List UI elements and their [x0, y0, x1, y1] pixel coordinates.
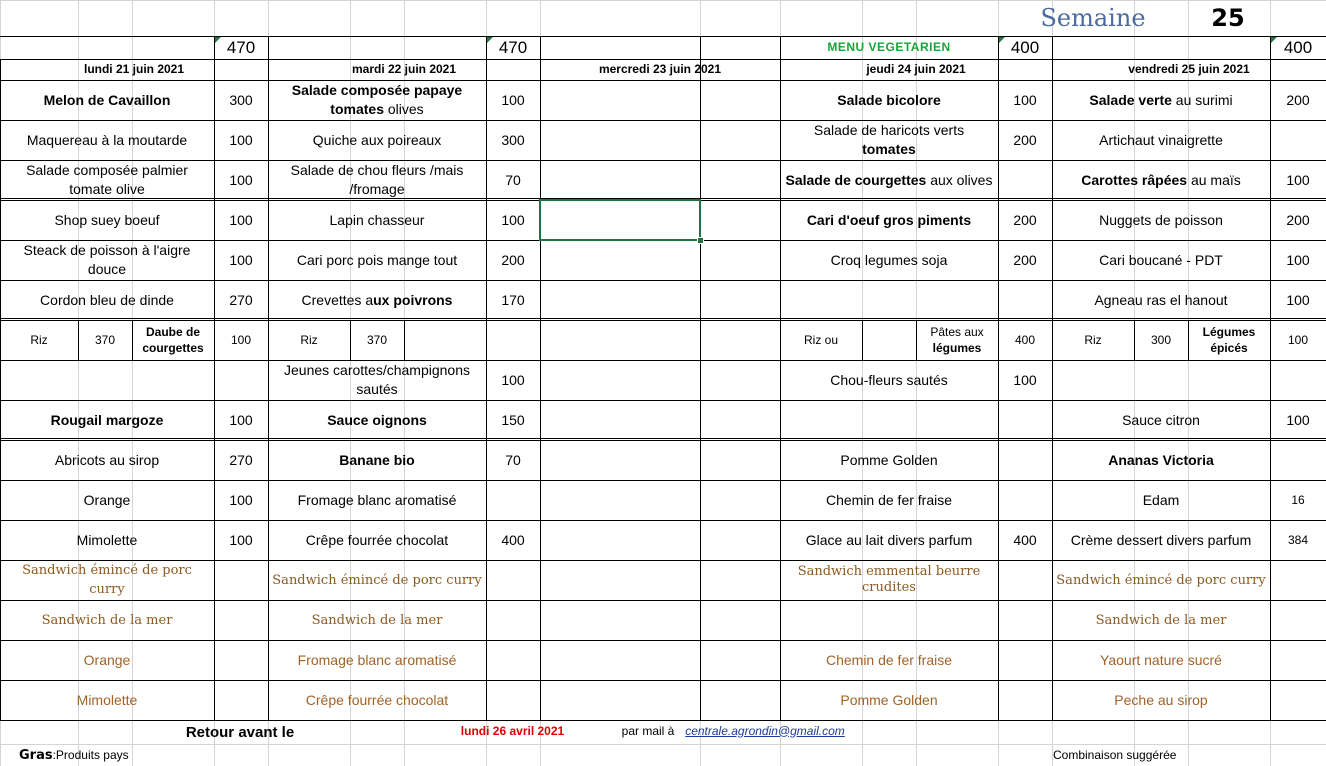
mardi-plat-3-a: Crevettes a — [301, 291, 374, 308]
vendredi-dessert-2-qty[interactable]: 16 — [1291, 492, 1305, 507]
total-vendredi[interactable]: 400 — [1283, 38, 1313, 57]
vendredi-dessert-2[interactable]: Edam — [1142, 491, 1180, 508]
retour-date[interactable]: lundi 26 avril 2021 — [460, 723, 565, 738]
vendredi-dessert-3-qty[interactable]: 384 — [1287, 532, 1309, 547]
lundi-sauce[interactable]: Rougail margoze — [50, 411, 164, 428]
combinaison-label: Combinaison suggérée — [1053, 747, 1177, 762]
mardi-sandwich-2[interactable]: Sandwich de la mer — [311, 612, 443, 628]
comment-marker — [999, 37, 1005, 43]
jeudi-entree-3-bold: Salade de courgettes — [785, 171, 927, 188]
jeudi-legume[interactable]: Chou-fleurs sautés — [830, 371, 948, 388]
lundi-plat-2-qty[interactable]: 100 — [229, 251, 253, 268]
lundi-entree-3[interactable]: Salade composée palmier tomate olive — [26, 162, 188, 197]
lundi-entree-2-qty[interactable]: 100 — [229, 131, 253, 148]
vendredi-dessert-1[interactable]: Ananas Victoria — [1108, 451, 1214, 468]
jeudi-entree-1-qty[interactable]: 100 — [1013, 91, 1037, 108]
fill-handle[interactable] — [697, 237, 704, 244]
jeudi-dessert-1[interactable]: Pomme Golden — [840, 451, 938, 468]
vendredi-accomp-a[interactable]: Riz — [1084, 332, 1102, 347]
mardi-dessert-1-qty[interactable]: 70 — [505, 451, 521, 468]
lundi-entree-1[interactable]: Melon de Cavaillon — [43, 91, 171, 108]
comment-marker — [1271, 37, 1277, 43]
lundi-plat-1-qty[interactable]: 100 — [229, 211, 253, 228]
total-mardi[interactable]: 470 — [498, 38, 528, 57]
jeudi-entree-2-bold: tomates — [862, 141, 916, 157]
comment-marker — [215, 37, 221, 43]
jeudi-plat-1-b: gros piments — [879, 211, 972, 228]
lundi-dessert-2[interactable]: Orange — [83, 491, 131, 508]
mardi-sandwich-1[interactable]: Sandwich émincé de porc curry — [272, 572, 482, 588]
lundi-plat-2[interactable]: Steack de poisson à l'aigre douce — [23, 242, 191, 277]
lundi-dessert-3[interactable]: Mimolette — [76, 531, 138, 548]
legend-gras-bold: Gras — [19, 748, 53, 763]
mardi-entree-1-bold2: tomates — [330, 101, 384, 117]
jeudi-plat-1[interactable] — [780, 200, 998, 240]
lundi-entree-3-qty[interactable]: 100 — [229, 171, 253, 188]
mardi-entree-1-bold: Salade composée papaye — [291, 82, 463, 98]
mardi-entree-1-rest: olives — [383, 101, 424, 117]
vendredi-plat-1[interactable]: Nuggets de poisson — [1099, 211, 1223, 228]
vendredi-plat-2[interactable]: Cari boucané - PDT — [1099, 251, 1223, 268]
vendredi-entree-3-qty[interactable]: 100 — [1286, 171, 1310, 188]
jeudi-accomp-b-bold: légumes — [932, 341, 982, 355]
legend-gras — [16, 744, 176, 766]
jeudi-entree-2-qty[interactable]: 200 — [1013, 131, 1037, 148]
jeudi-accomp-b[interactable] — [916, 320, 998, 360]
retour-label[interactable]: Retour avant le — [185, 723, 295, 741]
lundi-plat-3-qty[interactable]: 270 — [229, 291, 253, 308]
legend-produits-pays: :Produits pays — [52, 748, 129, 762]
mardi-accomp-a[interactable]: Riz — [300, 332, 318, 347]
vendredi-entree-2[interactable]: Artichaut vinaigrette — [1099, 131, 1223, 148]
jeudi-sandwich-3[interactable]: Chemin de fer fraise — [825, 651, 953, 668]
vendredi-entree-1-qty[interactable]: 200 — [1286, 91, 1310, 108]
par-mail-label: par mail à — [621, 723, 675, 738]
selected-cell[interactable] — [539, 199, 701, 241]
mardi-dessert-1[interactable]: Banane bio — [339, 451, 415, 468]
mardi-entree-3-qty[interactable]: 70 — [505, 171, 521, 188]
comment-marker — [487, 37, 493, 43]
vendredi-accomp-a-qty[interactable]: 300 — [1150, 332, 1172, 347]
lundi-sauce-qty[interactable]: 100 — [229, 411, 253, 428]
vendredi-sandwich-2[interactable]: Sandwich de la mer — [1095, 612, 1227, 628]
mardi-legume[interactable]: Jeunes carottes/champignons sautés — [284, 362, 470, 397]
jeudi-accomp-b-qty[interactable]: 400 — [1014, 332, 1036, 347]
jeudi-plat-1-qty[interactable]: 200 — [1013, 211, 1037, 228]
vendredi-sandwich-3[interactable]: Yaourt nature sucré — [1100, 651, 1222, 668]
vendredi-plat-2-qty[interactable]: 100 — [1286, 251, 1310, 268]
mardi-legume-qty[interactable]: 100 — [501, 371, 525, 388]
mardi-sandwich-3[interactable]: Fromage blanc aromatisé — [297, 651, 457, 668]
lundi-dessert-1[interactable]: Abricots au sirop — [54, 451, 160, 468]
jeudi-accomp-b-text: Pâtes aux — [930, 325, 984, 339]
total-jeudi[interactable]: 400 — [1010, 38, 1040, 57]
mardi-dessert-3-qty[interactable]: 400 — [501, 531, 525, 548]
lundi-accomp-a[interactable]: Riz — [30, 332, 48, 347]
mardi-plat-2[interactable]: Cari porc pois mange tout — [296, 251, 458, 268]
menu-vegetarien-label[interactable]: MENU VEGETARIEN — [827, 40, 951, 54]
vendredi-accomp-b[interactable]: Légumes épicés — [1202, 325, 1256, 355]
vendredi-entree-1-bold: Salade verte — [1089, 91, 1172, 108]
vendredi-sandwich-1[interactable]: Sandwich émincé de porc curry — [1056, 572, 1266, 588]
total-lundi[interactable]: 470 — [226, 38, 256, 57]
vendredi-dessert-3[interactable]: Crème dessert divers parfum — [1070, 531, 1252, 548]
lundi-entree-2[interactable]: Maquereau à la moutarde — [26, 131, 188, 148]
mardi-entree-2-qty[interactable]: 300 — [501, 131, 525, 148]
day-header-vendredi[interactable]: vendredi 25 juin 2021 — [1128, 62, 1250, 76]
lundi-sandwich-3[interactable]: Orange — [83, 651, 131, 668]
email-link[interactable]: centrale.agrondin@gmail.com — [685, 723, 845, 738]
jeudi-legume-qty[interactable]: 100 — [1013, 371, 1037, 388]
mardi-dessert-3[interactable]: Crêpe fourrée chocolat — [305, 531, 449, 548]
vendredi-sandwich-4[interactable]: Peche au sirop — [1114, 691, 1208, 708]
jeudi-entree-2[interactable] — [780, 120, 998, 160]
week-number[interactable]: 25 — [1211, 3, 1245, 32]
jeudi-entree-2-text: Salade de haricots verts — [813, 122, 965, 138]
lundi-entree-1-qty[interactable]: 300 — [229, 91, 253, 108]
mardi-sauce[interactable]: Sauce oignons — [327, 411, 427, 428]
vendredi-plat-1-qty[interactable]: 200 — [1286, 211, 1310, 228]
lundi-plat-3[interactable]: Cordon bleu de dinde — [40, 291, 174, 308]
jeudi-dessert-3[interactable]: Glace au lait divers parfum — [805, 531, 973, 548]
vendredi-entree-3-rest: au maïs — [1187, 171, 1241, 188]
mardi-plat-3-b: ux poivrons — [373, 291, 453, 308]
vendredi-accomp-b-qty[interactable]: 100 — [1287, 332, 1309, 347]
jeudi-dessert-3-qty[interactable]: 400 — [1013, 531, 1037, 548]
jeudi-plat-2[interactable]: Croq legumes soja — [830, 251, 948, 268]
jeudi-dessert-2[interactable]: Chemin de fer fraise — [825, 491, 953, 508]
day-header-jeudi[interactable]: jeudi 24 juin 2021 — [866, 62, 966, 76]
lundi-plat-1[interactable]: Shop suey boeuf — [54, 211, 160, 228]
lundi-dessert-2-qty[interactable]: 100 — [229, 491, 253, 508]
mardi-plat-2-qty[interactable]: 200 — [501, 251, 525, 268]
mardi-sauce-qty[interactable]: 150 — [501, 411, 525, 428]
mardi-plat-3[interactable] — [268, 280, 486, 320]
mardi-accomp-a-qty[interactable]: 370 — [366, 332, 388, 347]
lundi-sandwich-4[interactable]: Mimolette — [76, 691, 138, 708]
lundi-sandwich-1[interactable]: Sandwich émincé de porc curry — [22, 563, 192, 597]
vendredi-sauce-qty[interactable]: 100 — [1286, 411, 1310, 428]
lundi-dessert-1-qty[interactable]: 270 — [229, 451, 253, 468]
vendredi-entree-1-rest: au surimi — [1171, 91, 1233, 108]
vendredi-plat-3-qty[interactable]: 100 — [1286, 291, 1310, 308]
lundi-sandwich-2[interactable]: Sandwich de la mer — [41, 612, 173, 628]
mardi-plat-3-qty[interactable]: 170 — [501, 291, 525, 308]
jeudi-accomp-a[interactable]: Riz ou — [803, 332, 838, 347]
vendredi-entree-1[interactable] — [1052, 80, 1270, 120]
jeudi-plat-1-a: Cari d'oeuf — [806, 211, 880, 228]
jeudi-entree-1[interactable]: Salade bicolore — [837, 91, 941, 108]
vendredi-entree-3-bold: Carottes râpées — [1081, 171, 1188, 188]
mardi-dessert-2[interactable]: Fromage blanc aromatisé — [297, 491, 457, 508]
semaine-label: Semaine — [1040, 3, 1146, 32]
day-header-mardi[interactable]: mardi 22 juin 2021 — [351, 62, 457, 76]
mardi-entree-3[interactable]: Salade de chou fleurs /mais /fromage — [290, 162, 464, 197]
jeudi-sandwich-4[interactable]: Pomme Golden — [840, 691, 938, 708]
mardi-entree-1[interactable] — [268, 80, 486, 120]
jeudi-entree-3[interactable] — [780, 160, 998, 200]
jeudi-plat-2-qty[interactable]: 200 — [1013, 251, 1037, 268]
mardi-plat-1[interactable]: Lapin chasseur — [329, 211, 425, 228]
day-header-lundi[interactable]: lundi 21 juin 2021 — [83, 62, 185, 76]
jeudi-sandwich-1[interactable]: Sandwich emmental beurre crudites — [797, 564, 981, 595]
vendredi-sauce[interactable]: Sauce citron — [1122, 411, 1200, 428]
mardi-entree-1-qty[interactable]: 100 — [501, 91, 525, 108]
mardi-entree-2[interactable]: Quiche aux poireaux — [312, 131, 442, 148]
vendredi-entree-3[interactable] — [1052, 160, 1270, 200]
lundi-accomp-b-qty[interactable]: 100 — [230, 332, 252, 347]
vendredi-plat-3[interactable]: Agneau ras el hanout — [1094, 291, 1228, 308]
lundi-accomp-b[interactable]: Daube de courgettes — [142, 325, 204, 355]
lundi-accomp-a-qty[interactable]: 370 — [94, 332, 116, 347]
lundi-dessert-3-qty[interactable]: 100 — [229, 531, 253, 548]
mardi-plat-1-qty[interactable]: 100 — [501, 211, 525, 228]
day-header-mercredi[interactable]: mercredi 23 juin 2021 — [598, 62, 722, 76]
jeudi-entree-3-rest: aux olives — [926, 171, 993, 188]
mardi-sandwich-4[interactable]: Crêpe fourrée chocolat — [305, 691, 449, 708]
